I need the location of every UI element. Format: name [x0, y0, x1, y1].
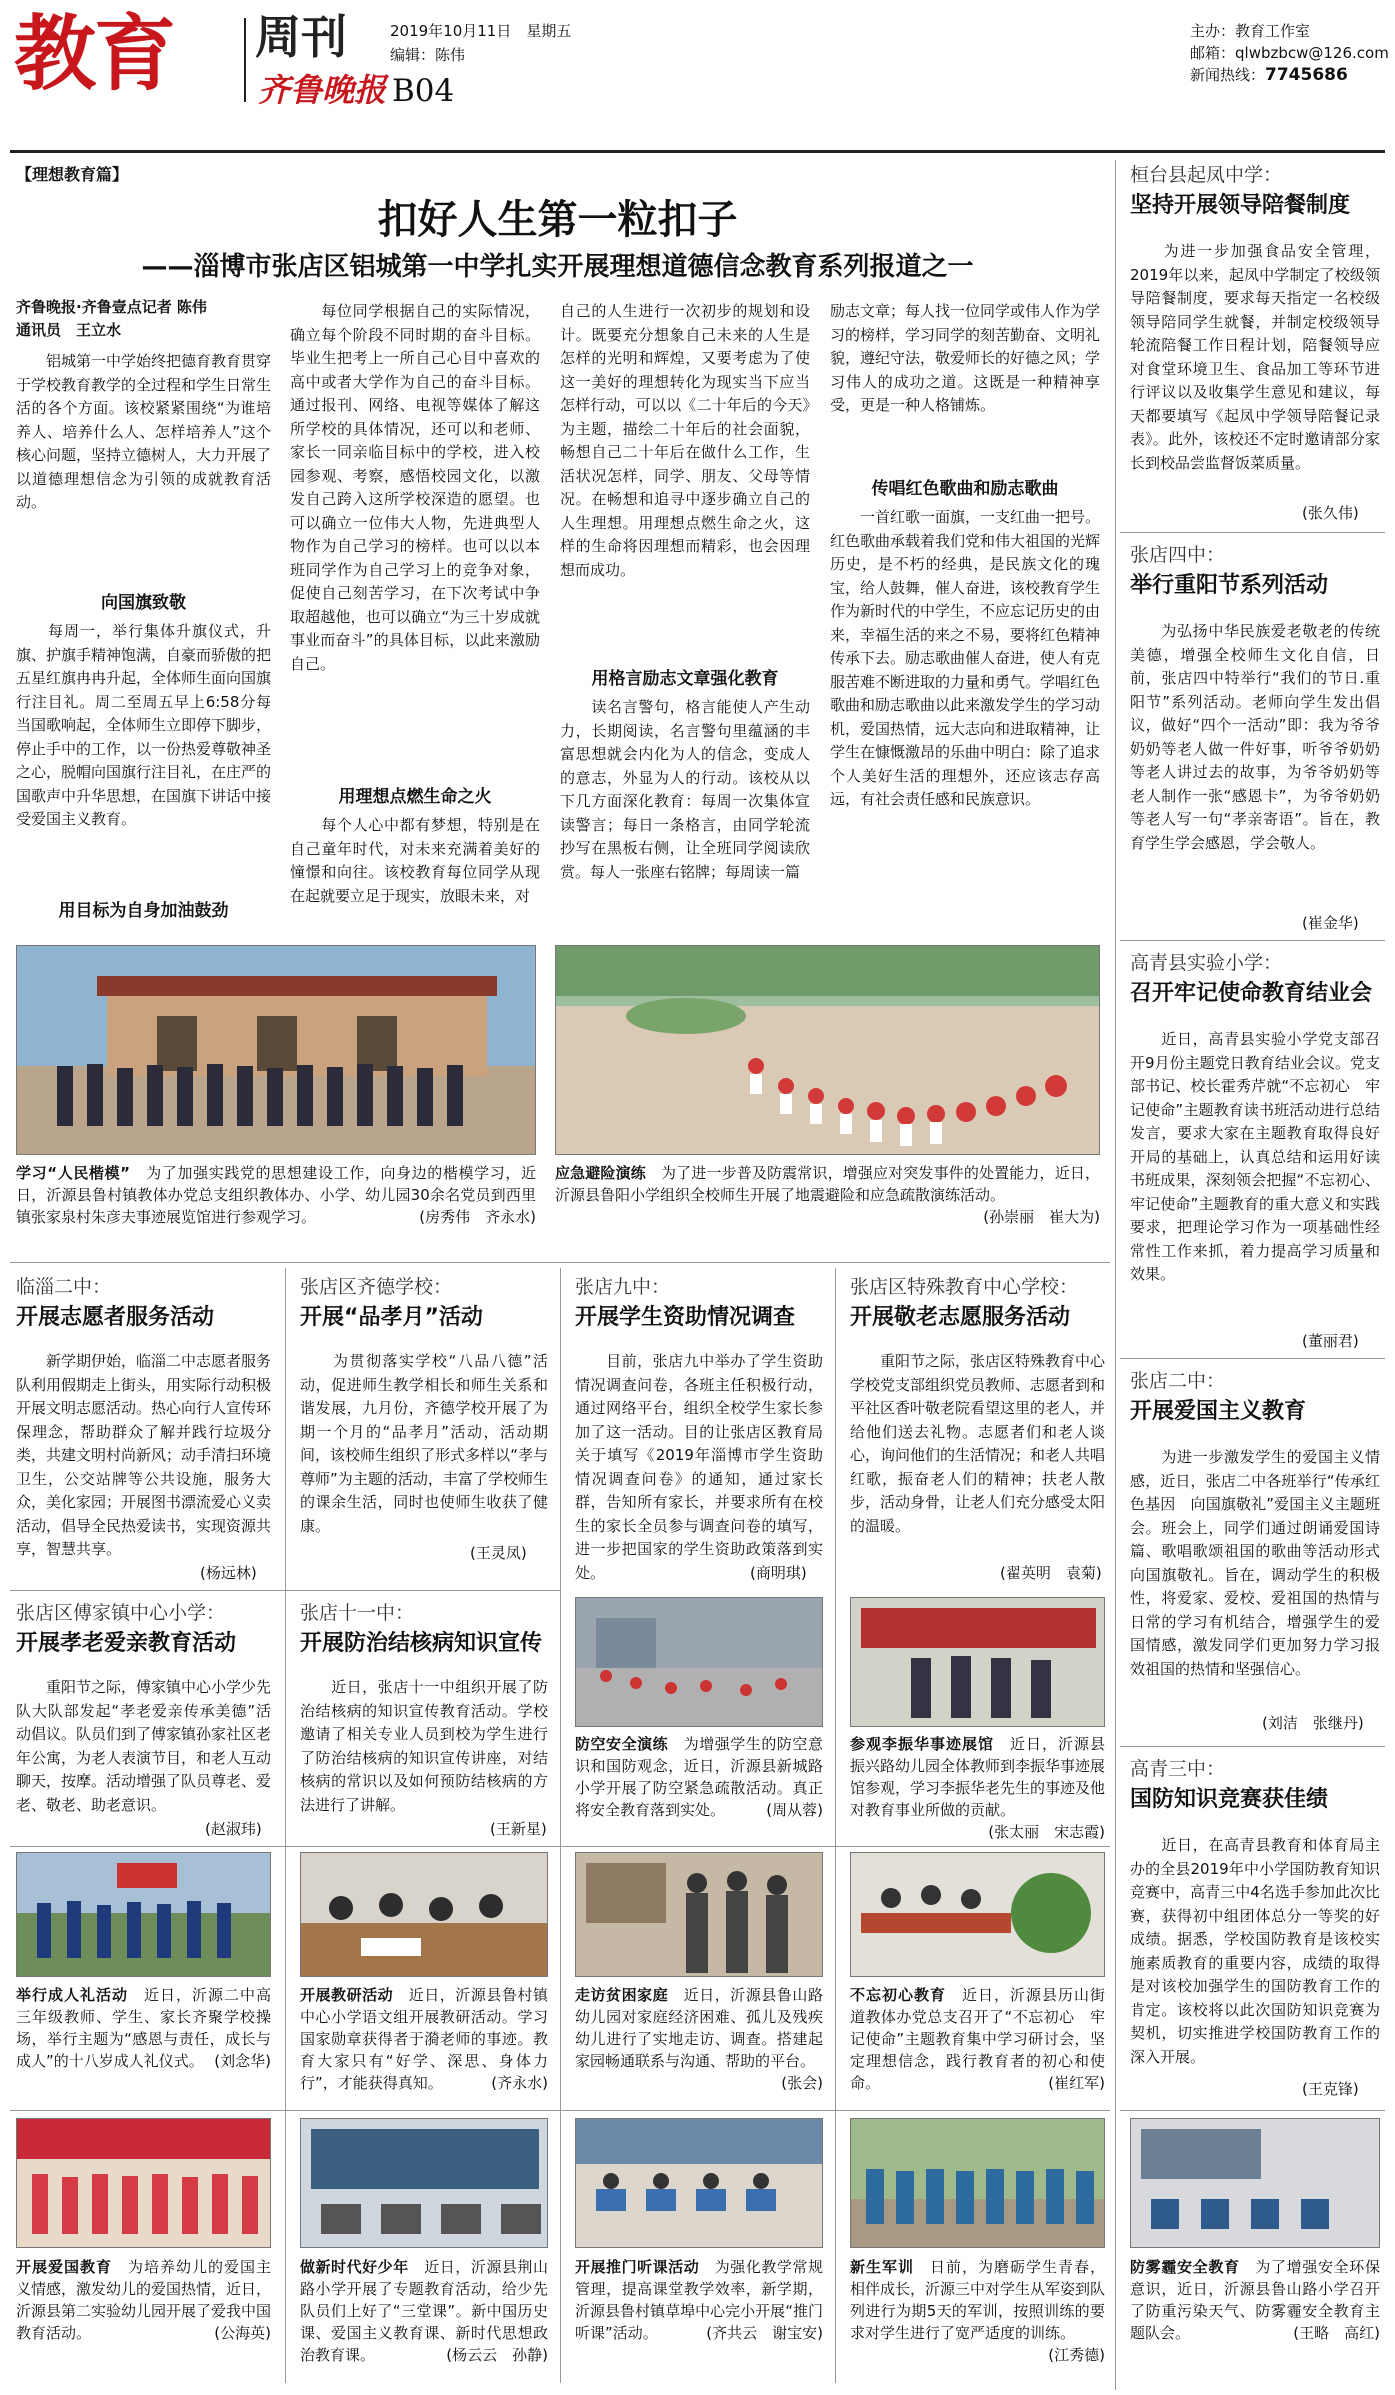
section-rule-2	[10, 1590, 560, 1591]
grid-caption-7-credit: (公海英)	[214, 2324, 271, 2342]
grid-photo-9	[575, 2118, 823, 2248]
side-rule-1	[1120, 532, 1385, 533]
grid-caption-2-credit: (张太丽 宋志霞)	[988, 1823, 1105, 1841]
hotline-label: 新闻热线：	[1190, 66, 1266, 84]
lead-byline-reporter: 齐鲁晚报·齐鲁壹点记者 陈伟	[16, 298, 207, 316]
grid-photo-7	[16, 2118, 271, 2248]
news-3-source: 张店九中：	[575, 1276, 671, 1298]
section-rule-3	[10, 1846, 560, 1847]
photo-evacuation-drill-image	[556, 946, 1100, 1155]
grid-caption-3	[16, 1984, 271, 2104]
side-rule-4	[1120, 1746, 1385, 1747]
masthead-rule	[10, 150, 1385, 153]
grid-caption-1-title: 防空安全演练	[575, 1735, 669, 1753]
photo-caption-role-model	[16, 1162, 536, 1257]
news-2-credit: (王灵凤)	[470, 1544, 527, 1562]
side-1-body: 为进一步加强食品安全管理，2019年以来，起凤中学制定了校级领导陪餐制度，要求每天指定一名校级领导陪同学生就餐，并制定校级领导轮流陪餐工作日程计划，陪餐领导应对食堂环境卫生、食品加工等环节进行评议以及收集学生意见和建议，每天都要填写《起凤中学领导陪餐记录表》。此外，该校还不定时邀请部分家长到校品尝监督饭菜质量。	[1130, 242, 1380, 472]
news-2-body: 为贯彻落实学校“八品八德”活动，促进师生教学相长和师生关系和谐发展，九月份，齐德学校开展了为期一个月的“品孝月”活动，活动期间，该校师生组织了形式多样以“孝与尊师”为主题的活动，丰富了学校师生的课余生活，同时也使师生收获了健康。	[300, 1352, 548, 1535]
lead-col1-heading2: 用目标为自身加油鼓劲	[58, 901, 229, 921]
side-3-headline: 召开牢记使命教育结业会	[1130, 981, 1373, 1006]
news-6-credit: (王新星)	[490, 1820, 547, 1838]
photo-role-model-visit-image	[17, 946, 536, 1155]
lead-title: 扣好人生第一粒扣子	[377, 197, 738, 243]
photo-caption-drill-title: 应急避险演练	[555, 1164, 646, 1182]
news-1-source: 临淄二中：	[16, 1276, 112, 1298]
side-photo-caption	[1130, 2256, 1380, 2386]
side-rule-2	[1120, 940, 1385, 941]
grid-caption-3-credit: (刘念华)	[214, 2052, 271, 2070]
masthead-divider	[244, 18, 246, 102]
lead-column-tag: 【理想教育篇】	[16, 165, 129, 184]
grid-caption-3-title: 举行成人礼活动	[16, 1986, 128, 2004]
grid-caption-4-text: 近日，沂源县鲁村镇中心小学语文组开展教研活动。学习国家勋章获得者于漪老师的事迹。教育大家只有“好学、深思、身体力行”，才能获得真知。	[300, 1986, 548, 2092]
lead-col2-heading1: 用理想点燃生命之火	[338, 787, 492, 807]
side-2-body: 为弘扬中华民族爱老敬老的传统美德，增强全校师生文化自信，日前，张店四中特举行“我们的节日.重阳节”系列活动。老师向学生发出倡议，做好“四个一活动”即：我为爷爷奶奶等老人做一件好事，听爷爷奶奶等老人讲过去的故事，为爷爷奶奶等老人制作一张“感恩卡”，为爷爷奶奶等老人写一句“孝亲寄语”。旨在，教育学生学会感恩，学会敬人。	[1130, 622, 1380, 852]
grid-caption-5-title: 走访贫困家庭	[575, 1986, 669, 2004]
grid-caption-4-title: 开展教研活动	[300, 1986, 394, 2004]
masthead-weekly: 周刊	[255, 10, 347, 64]
side-5-headline: 国防知识竞赛获佳绩	[1130, 1787, 1329, 1812]
grid-photo-6	[850, 1852, 1105, 1977]
grid-photo-4	[300, 1852, 548, 1977]
grid-caption-3-text: 近日，沂源二中高三年级教师、学生、家长齐聚学校操场，举行主题为“感恩与责任，成长与成人”的十八岁成人礼仪式。	[16, 1986, 271, 2070]
news-1-headline: 开展志愿者服务活动	[16, 1305, 215, 1330]
lead-col1-text: 铝城第一中学始终把德育教育贯穿于学校教育教学的全过程和学生日常生活的各个方面。该校紧紧围绕“为谁培养人、培养什么人、怎样培养人”这个核心问题，坚持立德树人，大力开展了以道德理想信念为引领的成就教育活动。	[16, 352, 271, 511]
side-photo-caption-text: 为了增强安全环保意识，近日，沂源县鲁山路小学召开了防重污染天气、防雾霾安全教育主题队会。	[1130, 2258, 1380, 2342]
side-photo	[1130, 2118, 1380, 2248]
side-1-credit: (张久伟)	[1302, 504, 1359, 522]
masthead-email: 邮箱：qlwbzbcw@126.com	[1190, 44, 1389, 62]
grid-photo-5	[575, 1852, 823, 1977]
hotline-number: 7745686	[1265, 65, 1348, 85]
side-4-headline: 开展爱国主义教育	[1130, 1399, 1307, 1424]
lead-subtitle: ——淄博市张店区铝城第一中学扎实开展理想道德信念教育系列报道之一	[141, 252, 974, 282]
news-3-headline: 开展学生资助情况调查	[575, 1305, 796, 1330]
grid-caption-7-text: 为培养幼儿的爱国主义情感，激发幼儿的爱国热情，近日，沂源县第二实验幼儿园开展了爱我中国教育活动。	[16, 2258, 271, 2342]
grid-photo-10-image	[851, 2119, 1105, 2248]
masthead-info	[1190, 20, 1389, 86]
masthead-page-number: B04	[392, 73, 455, 109]
news-6-headline: 开展防治结核病知识宣传	[300, 1631, 543, 1656]
grid-caption-5-text: 近日，沂源县鲁山路幼儿园对家庭经济困难、孤儿及残疾幼儿进行了实地走访、调查。搭建起家园畅通联系与沟通、帮助的平台。	[575, 1986, 823, 2070]
lead-col4-heading1: 传唱红色歌曲和励志歌曲	[871, 479, 1059, 499]
masthead-hotline	[1190, 64, 1389, 86]
news-6-body: 近日，张店十一中组织开展了防治结核病的知识宣传教育活动。学校邀请了相关专业人员到校为学生进行了防治结核病的知识宣传讲座，对结核病的常识以及如何预防结核病的方法进行了讲解。	[300, 1678, 548, 1814]
masthead-brand: 齐鲁晚报	[258, 71, 387, 109]
grid-caption-1-credit: (周从蓉)	[766, 1801, 823, 1819]
side-1-headline: 坚持开展领导陪餐制度	[1130, 193, 1351, 218]
lead-col4-body: 一首红歌一面旗，一支红曲一把号。红色歌曲承载着我们党和伟大祖国的光辉历史，是不朽的经典，是民族文化的瑰宝，给人鼓舞，催人奋进，该校教育学生作为新时代的中学生，不应忘记历史的由来，幸福生活的来之不易，要将红色精神传承下去。励志歌曲催人奋进，使人有克服苦难不断进取的力量和勇气。学唱红色歌曲和励志歌曲以此来激发学生的学习动机，爱国热情，远大志向和进取精神，让学生在慷慨激昂的乐曲中明白：除了追求个人美好生活的理想外，还应该志存高远，有社会责任感和民族意识。	[830, 508, 1100, 808]
news-3-credit: (商明琪)	[750, 1564, 807, 1582]
grid-caption-10-title: 新生军训	[850, 2258, 914, 2276]
side-photo-image	[1131, 2119, 1380, 2248]
side-4-source: 张店二中：	[1130, 1370, 1226, 1392]
grid-photo-1	[575, 1597, 823, 1727]
masthead-title: 教育	[14, 7, 175, 102]
grid-photo-8-image	[301, 2119, 548, 2248]
grid-caption-4-credit: (齐永水)	[491, 2074, 548, 2092]
grid-caption-8-text: 近日，沂源县荆山路小学开展了专题教育活动，给少先队员们上好了“三堂课”。新中国历史课、爱国主义教育课、新时代思想政治教育课。	[300, 2258, 548, 2364]
grid-photo-6-image	[851, 1853, 1105, 1977]
grid-caption-10	[850, 2256, 1105, 2386]
grid-photo-5-image	[576, 1853, 823, 1977]
side-5-body: 近日，在高青县教育和体育局主办的全县2019年中小学国防教育知识竞赛中，高青三中4名选手参加此次比赛，获得初中组团体总分一等奖的好成绩。据悉，学校国防教育是该校实施素质教育的重要内容，成绩的取得是对该校加强学生的国防教育工作的肯定。该校将以此次国防知识竞赛为契机，切实推进学校国防教育工作的深入开展。	[1130, 1836, 1380, 2066]
grid-caption-9-credit: (齐共云 谢宝安)	[706, 2324, 823, 2342]
side-3-body: 近日，高青县实验小学党支部召开9月份主题党日教育结业会议。党支部书记、校长霍秀芹就“不忘初心 牢记使命”主题教育读书班活动进行总结发言，要求大家在主题教育取得良好开局的基础上，认真总结和运用好读书班成果，深刻领会把握“不忘初心、牢记使命”主题教育的重大意义和实践要求，把理论学习作为一项基础性经常性工作来抓，着力提高学习质量和效果。	[1130, 1030, 1380, 1283]
grid-caption-1	[575, 1733, 823, 1843]
grid-caption-10-text: 日前，为磨砺学生青春，相伴成长，沂源三中对学生从军姿到队列进行为期5天的军训，按照训练的要求对学生进行了宽严适度的训练。	[850, 2258, 1105, 2342]
grid-caption-5-credit: (张会)	[781, 2074, 823, 2092]
grid-caption-2-title: 参观李振华事迹展馆	[850, 1735, 994, 1753]
news-2-source: 张店区齐德学校：	[300, 1276, 453, 1298]
photo-caption-drill-credit: (孙崇丽 崔大为)	[983, 1208, 1100, 1226]
grid-caption-4	[300, 1984, 548, 2104]
side-4-body: 为进一步激发学生的爱国主义情感，近日，张店二中各班举行“传承红色基因 向国旗敬礼”爱国主义主题班会。班会上，同学们通过朗诵爱国诗篇、歌唱歌颂祖国的歌曲等活动形式向国旗敬礼。旨在，调动学生的积极性，将爱家、爱校、爱祖国的热情与日常的学习有机结合，增强学生的爱国情感，激发同学们更加努力学习报效祖国的热情和坚强信心。	[1130, 1448, 1380, 1678]
lead-col1-body: 每周一，举行集体升旗仪式，升旗、护旗手精神饱满，自豪而骄傲的把五星红旗冉冉升起，全体师生面向国旗行注目礼。周二至周五早上6:58分每当国歌响起，全体师生立即停下脚步，停止手中的工作，以一份热爱尊敬神圣之心，脱帽向国旗行注目礼，在庄严的国歌声中升华思想，在国旗下讲话中接受爱国主义教育。	[16, 622, 271, 828]
news-5-body: 重阳节之际，傅家镇中心小学少先队大队部发起“孝老爱亲传承美德”活动倡议。队员们到了傅家镇孙家社区老年公寓，为老人表演节目，和老人互动聊天，按摩。活动增强了队员尊老、爱老、敬老、助老意识。	[16, 1678, 271, 1814]
masthead-editor: 编辑：陈伟	[390, 46, 466, 64]
masthead-host: 主办：教育工作室	[1190, 22, 1311, 40]
grid-caption-6-text: 近日，沂源县历山街道教体办党总支召开了“不忘初心 牢记使命”主题教育集中学习研讨会，坚定理想信念，践行教育者的初心和使命。	[850, 1986, 1105, 2092]
news-2-headline: 开展“品孝月”活动	[300, 1305, 483, 1330]
news-1-credit: (杨远林)	[200, 1564, 257, 1582]
side-1-source: 桓台县起凤中学：	[1130, 164, 1283, 186]
side-2-credit: (崔金华)	[1302, 914, 1359, 932]
lead-byline	[16, 296, 207, 342]
news-3-body: 目前，张店九中举办了学生资助情况调查问卷，各班主任积极行动，通过网络平台，组织全校学生家长参加了这一活动。目的让张店区教育局关于填写《2019年淄博市学生资助情况调查问卷》的通知，通过家长群，告知所有家长，并要求所有在校生的家长全员参与调查问卷的填写，进一步把国家的学生资助政策落到实处。	[575, 1352, 823, 1582]
grid-caption-9-text: 为强化教学常规管理，提高课堂教学效率，新学期，沂源县鲁村镇草埠中心完小开展“推门听课”活动。	[575, 2258, 823, 2342]
side-photo-caption-credit: (王略 高红)	[1293, 2324, 1380, 2342]
news-4-body: 重阳节之际，张店区特殊教育中心学校党支部组织党员教师、志愿者到和平社区香叶敬老院看望这里的老人，并给他们送去礼物。志愿者们和老人谈心，询问他们的生活情况；和老人共唱红歌，振奋老人们的精神；扶老人散步，活动身骨，让老人们充分感受太阳的温暖。	[850, 1352, 1105, 1535]
side-rule-3	[1120, 1358, 1385, 1359]
photo-caption-role-model-credit: (房秀伟 齐永水)	[419, 1208, 536, 1226]
grid-caption-8-title: 做新时代好少年	[300, 2258, 409, 2276]
grid-photo-2	[850, 1597, 1105, 1727]
grid-photo-4-image	[301, 1853, 548, 1977]
news-4-source: 张店区特殊教育中心学校：	[850, 1276, 1079, 1298]
grid-caption-7-title: 开展爱国教育	[16, 2258, 112, 2276]
grid-caption-2	[850, 1733, 1105, 1843]
grid-photo-1-image	[576, 1598, 823, 1727]
news-4-headline: 开展敬老志愿服务活动	[850, 1305, 1071, 1330]
grid-caption-10-credit: (江秀德)	[1048, 2346, 1105, 2364]
side-2-headline: 举行重阳节系列活动	[1130, 573, 1329, 598]
grid-caption-9-title: 开展推门听课活动	[575, 2258, 700, 2276]
grid-photo-8	[300, 2118, 548, 2248]
section-rule-4	[560, 1846, 1110, 1847]
side-3-source: 高青县实验小学：	[1130, 952, 1283, 974]
news-4-credit: (翟英明 袁菊)	[1000, 1564, 1102, 1582]
grid-photo-2-image	[851, 1598, 1105, 1727]
col-divider-1	[285, 1268, 286, 2383]
side-3-credit: (董丽君)	[1302, 1332, 1359, 1350]
side-5-source: 高青三中：	[1130, 1758, 1226, 1780]
side-5-credit: (王克锋)	[1302, 2080, 1359, 2098]
lead-col3-heading1: 用格言励志文章强化教育	[591, 669, 779, 689]
news-5-credit: (赵淑玮)	[205, 1820, 262, 1838]
grid-caption-7	[16, 2256, 271, 2386]
lead-col3-body: 读名言警句，格言能使人产生动力，长期阅读，名言警句里蕴涵的丰富思想就会内化为人的信念，变成人的意志，外显为人的行动。该校从以下几方面深化教育：每周一次集体宣读警言；每日一条格言，由同学轮流抄写在黑板右侧，让全班同学阅读欣赏。每人一张座右铭牌；每周读一篇	[560, 698, 810, 881]
news-6-source: 张店十一中：	[300, 1602, 415, 1624]
side-divider	[1115, 160, 1116, 2390]
grid-caption-2-text: 近日，沂源县振兴路幼儿园全体教师到李振华事迹展馆参观，学习李振华老先生的事迹及他对教育事业所做的贡献。	[850, 1735, 1105, 1819]
grid-caption-8-credit: (杨云云 孙静)	[446, 2346, 548, 2364]
news-1-body: 新学期伊始，临淄二中志愿者服务队利用假期走上街头，用实际行动积极开展文明志愿活动。热心向行人宣传环保理念，帮助群众了解并践行垃圾分类，共建文明村尚新风；动手清扫环境卫生，公交站牌等公共设施，服务大众，美化家园；开展图书漂流爱心义卖活动，倡导全民热爱读书，实现资源共享，智慧共享。	[16, 1352, 271, 1558]
photo-caption-role-model-text: 为了加强实践党的思想建设工作，向身边的楷模学习，近日，沂源县鲁村镇教体办党总支组织教体办、小学、幼儿园30余名党员到西里镇张家泉村朱彦夫事迹展览馆进行参观学习。	[16, 1164, 536, 1226]
col-divider-3	[835, 1268, 836, 2383]
photo-evacuation-drill	[555, 945, 1100, 1155]
photo-caption-drill	[555, 1162, 1100, 1257]
grid-photo-3	[16, 1852, 271, 1977]
lead-col2-body: 每个人心中都有梦想，特别是在自己童年时代，对未来充满着美好的憧憬和向往。该校教育每位同学从现在起就要立足于现实，放眼未来，对	[290, 816, 540, 905]
grid-caption-6-title: 不忘初心教育	[850, 1986, 946, 2004]
photo-caption-role-model-title: 学习“人民楷模”	[16, 1164, 131, 1182]
grid-photo-9-image	[576, 2119, 823, 2248]
lead-col1-heading1: 向国旗致敬	[101, 593, 186, 613]
side-2-source: 张店四中：	[1130, 544, 1226, 566]
grid-caption-9	[575, 2256, 823, 2386]
side-photo-caption-title: 防雾霾安全教育	[1130, 2258, 1240, 2276]
col-divider-2	[560, 1268, 561, 2383]
lead-col4-text: 励志文章；每人找一位同学或伟人作为学习的榜样，学习同学的刻苦勤奋、文明礼貌，遵纪守法，敬爱师长的好德之风；学习伟人的成功之道。这既是一种精神享受，更是一种人格铺炼。	[830, 302, 1100, 414]
grid-caption-8	[300, 2256, 548, 2386]
lead-col2-text: 每位同学根据自己的实际情况，确立每个阶段不同时期的奋斗目标。毕业生把考上一所自己心目中喜欢的高中或者大学作为自己的奋斗目标。通过报刊、网络、电视等媒体了解这所学校的具体情况，还可以和老师、家长一同亲临目标中的学校，进入校园参观、考察，感悟校园文化，以激发自己跨入这所学校深造的愿望。也可以确立一位伟大人物，先进典型人物作为自己学习的榜样。也可以以本班同学作为自己学习上的竞争对象，促使自己刻苦学习，在下次考试中争取超越他，也可以确立“为三十岁成就事业而奋斗”的具体目标，以此来激励自己。	[290, 302, 540, 673]
section-rule-5	[10, 2110, 1110, 2111]
photo-caption-drill-text: 为了进一步普及防震常识，增强应对突发事件的处置能力，近日，沂源县鲁阳小学组织全校师生开展了地震避险和应急疏散演练活动。	[555, 1164, 1100, 1204]
lead-byline-correspondent: 通讯员 王立水	[16, 321, 122, 339]
grid-caption-5	[575, 1984, 823, 2104]
masthead-date: 2019年10月11日 星期五	[390, 22, 572, 40]
news-5-source: 张店区傅家镇中心小学：	[16, 1602, 226, 1624]
section-rule-1	[10, 1262, 1110, 1263]
grid-caption-6-credit: (崔红军)	[1048, 2074, 1105, 2092]
side-rule-5	[1120, 2110, 1385, 2111]
grid-photo-7-image	[17, 2119, 271, 2248]
photo-role-model-visit	[16, 945, 536, 1155]
grid-photo-10	[850, 2118, 1105, 2248]
lead-col3-text: 自己的人生进行一次初步的规划和设计。既要充分想象自己未来的人生是怎样的光明和辉煌，又要考虑为了使这一美好的理想转化为现实当下应当怎样行动，可以以《二十年后的今天》为主题，描绘二十年后的社会面貌，畅想自己二十年后在做什么工作，生活状况怎样，同学、朋友、父母等情况。在畅想和追寻中逐步确立自己的人生理想。用理想点燃生命之火，这样的生命将因理想而精彩，也会因理想而成功。	[560, 302, 810, 579]
grid-photo-3-image	[17, 1853, 271, 1977]
news-5-headline: 开展孝老爱亲教育活动	[16, 1631, 237, 1656]
grid-caption-1-text: 为增强学生的防空意识和国防观念，近日，沂源县新城路小学开展了防空紧急疏散活动。真正将安全教育落到实处。	[575, 1735, 823, 1819]
grid-caption-6	[850, 1984, 1105, 2104]
side-4-credit: (刘洁 张继丹)	[1262, 1714, 1364, 1732]
